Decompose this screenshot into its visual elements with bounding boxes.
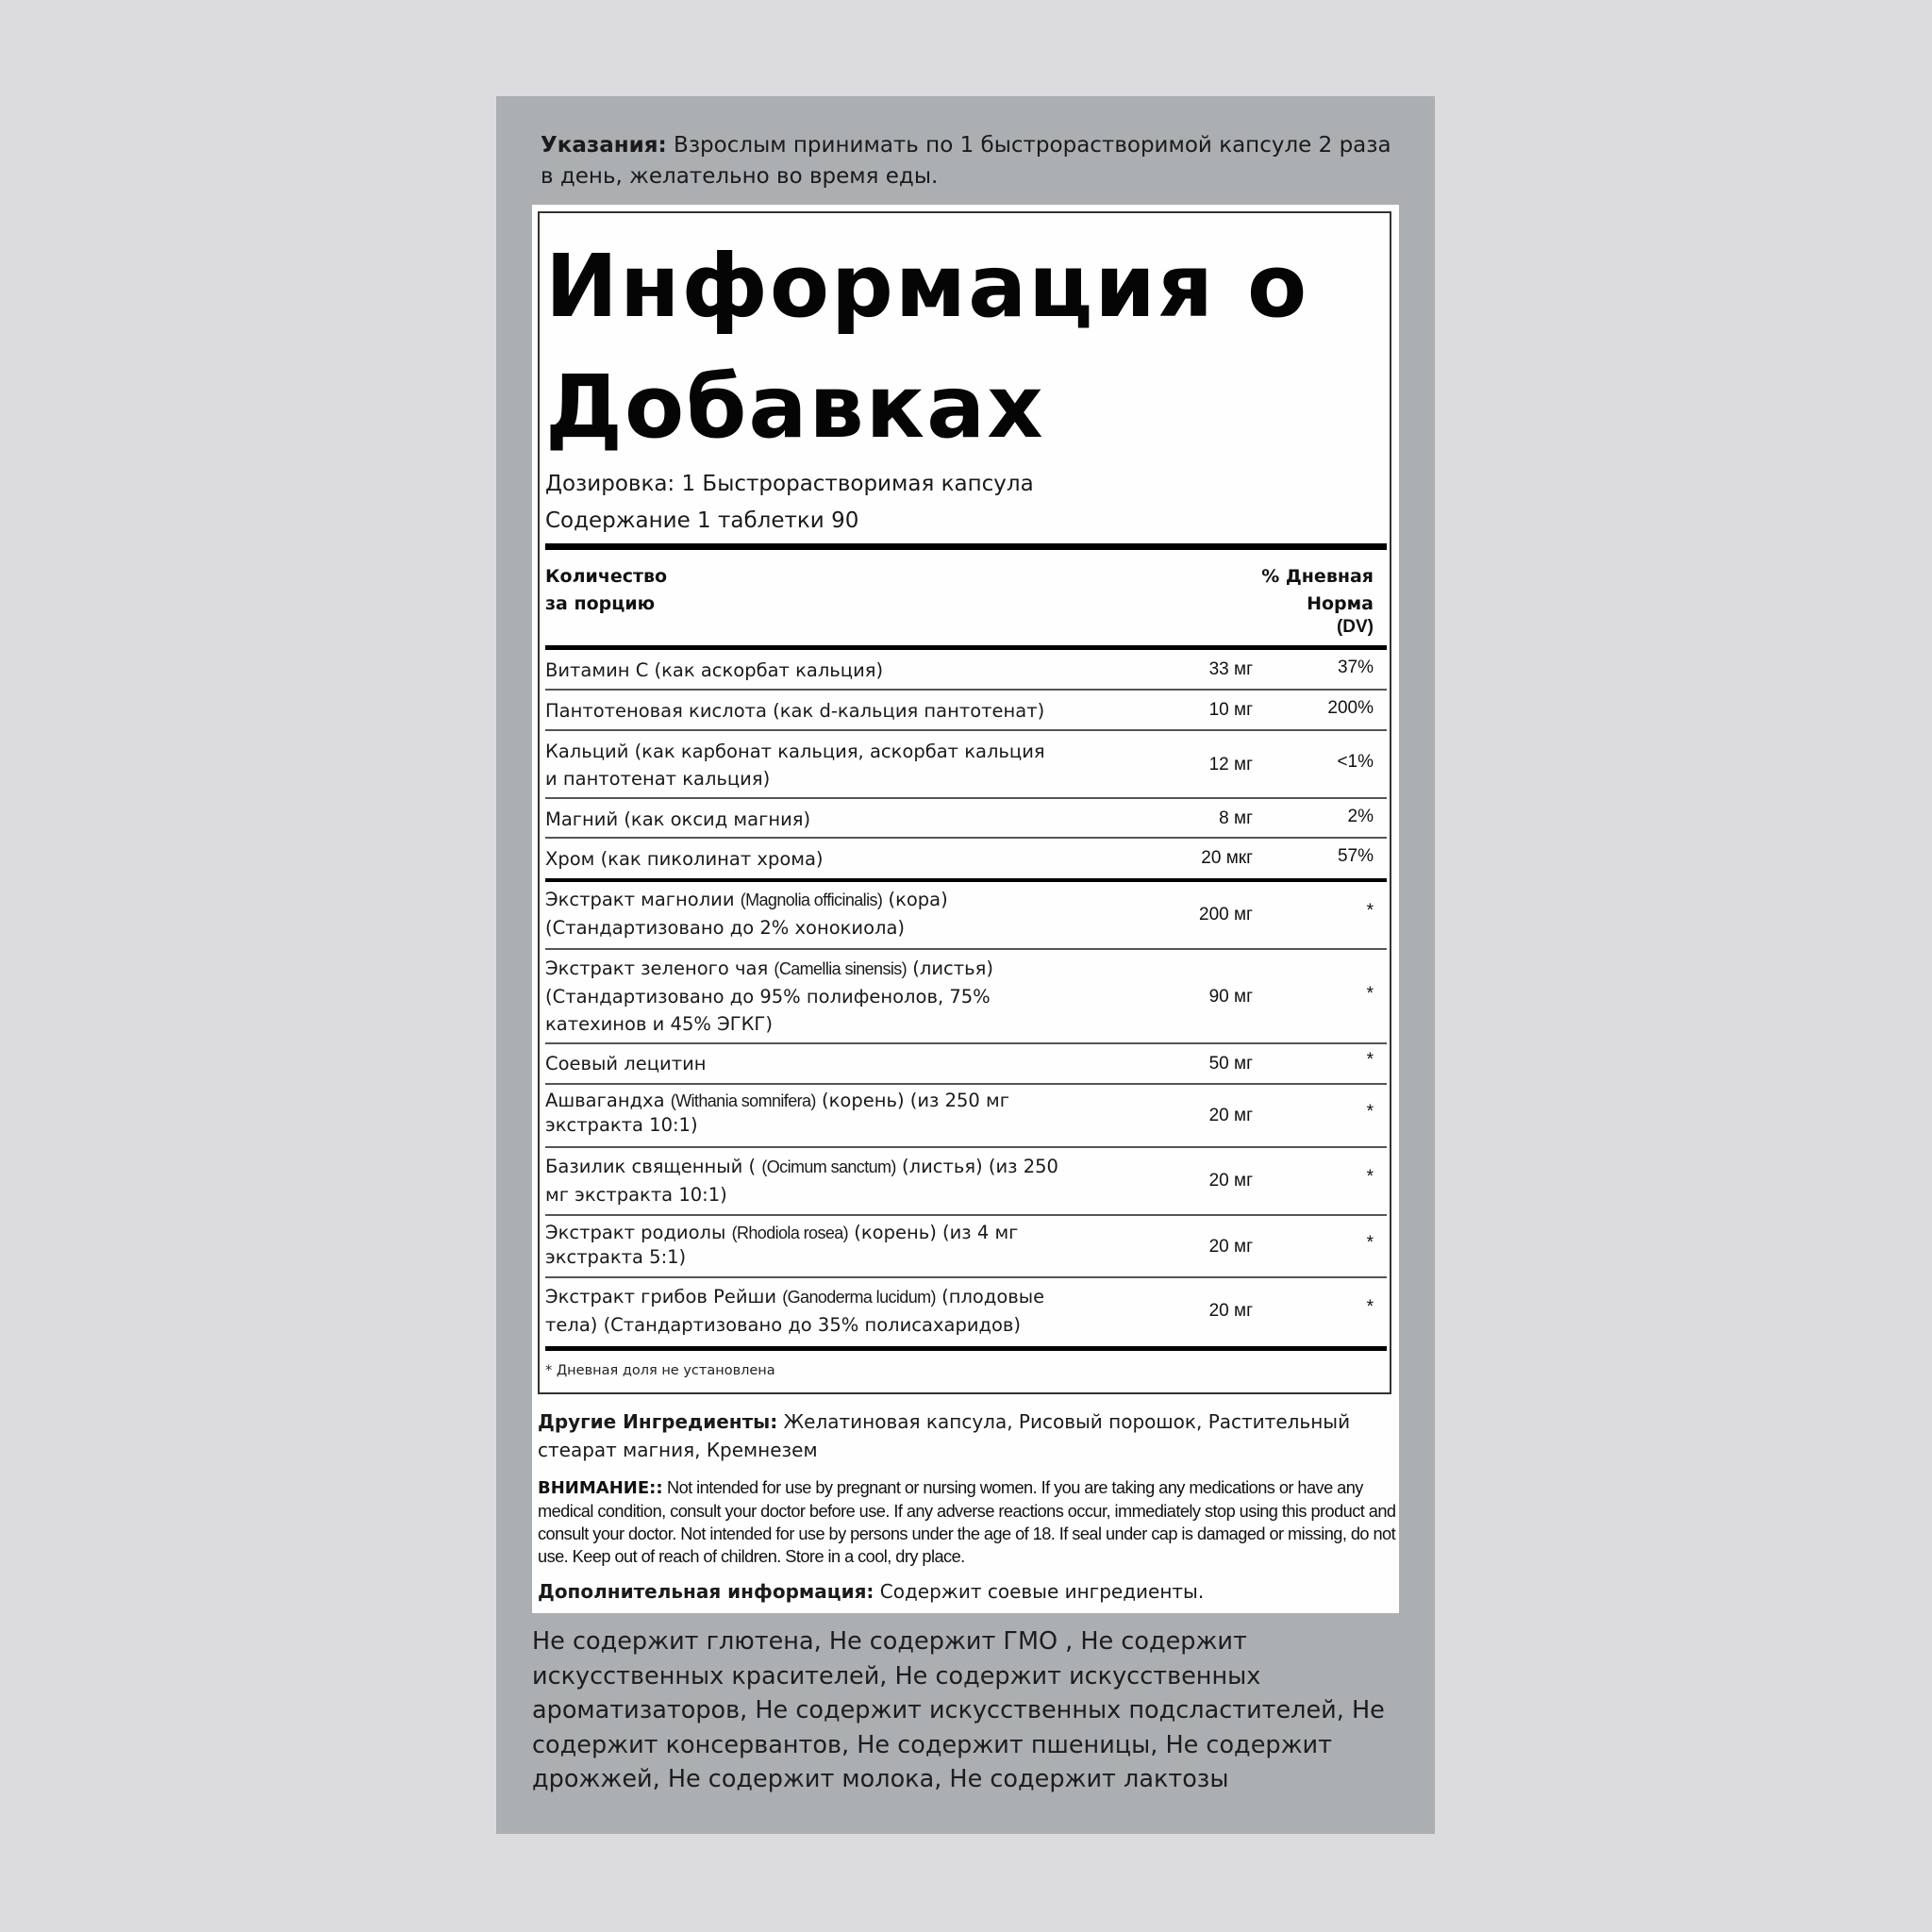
ingredient-dv: * (1366, 1102, 1374, 1122)
name-text: (кора) (Стандартизовано до 2% хонокиола) (545, 889, 948, 939)
serving-size: Дозировка: 1 Быстрорастворимая капсула (545, 472, 1034, 496)
nutrient-dv: <1% (1337, 752, 1374, 772)
name-text: Базилик священный ( (545, 1156, 762, 1177)
latin-name: (Rhodiola rosea) (731, 1224, 849, 1242)
ingredient-name (545, 886, 1111, 941)
ingredient-name (545, 1221, 1102, 1269)
ingredient-dv: * (1366, 1297, 1374, 1317)
thick-rule-bottom (545, 1346, 1387, 1351)
name-text: (плодовые тела) (Стандартизовано до 35% полисахаридов) (545, 1286, 1045, 1336)
ingredient-amount: 20 мг (1208, 1301, 1253, 1321)
additional-info (538, 1580, 1391, 1603)
nutrient-amount: 10 мг (1208, 700, 1253, 720)
name-text: (листья) (Стандартизовано до 95% полифенолов, 75% катехинов и 45% ЭГКГ) (545, 958, 993, 1035)
nutrient-amount: 12 мг (1208, 755, 1253, 774)
ingredient-dv: * (1366, 901, 1374, 921)
ingredient-row (545, 1085, 1387, 1148)
other-ingredients-text: Желатиновая капсула, Рисовый порошок, Растительный стеарат магния, Кремнезем (538, 1410, 1351, 1461)
nutrient-row (545, 691, 1387, 731)
nutrient-name: Магний (как оксид магния) (545, 808, 811, 830)
servings-per-container: Содержание 1 таблетки 90 (545, 508, 859, 533)
nutrient-dv: 37% (1337, 658, 1374, 677)
header-dv-line2: Норма (1307, 593, 1374, 614)
name-text: (корень) (из 4 мг экстракта 5:1) (545, 1222, 1019, 1268)
warning-label: ВНИМАНИЕ:: (538, 1478, 663, 1498)
ingredient-amount: 200 мг (1199, 905, 1253, 924)
nutrient-dv: 200% (1327, 698, 1374, 718)
nutrient-amount: 8 мг (1219, 808, 1253, 828)
nutrient-dv: 2% (1347, 807, 1374, 826)
directions-label: Указания: (541, 133, 667, 158)
ingredient-amount: 20 мг (1208, 1171, 1253, 1191)
name-text: (корень) (из 250 мг экстракта 10:1) (545, 1090, 1009, 1136)
ingredient-row (545, 1216, 1387, 1278)
ingredient-amount: 20 мг (1208, 1237, 1253, 1257)
nutrient-row (545, 651, 1387, 691)
facts-title: Информация о Добавках (545, 236, 1309, 458)
ingredient-dv: * (1366, 1167, 1374, 1187)
thick-rule-header (545, 645, 1387, 650)
nutrient-name: Кальций (как карбонат кальция, аскорбат кальция и пантотенат кальция) (545, 741, 1045, 790)
name-text: Экстракт магнолии (545, 889, 741, 910)
header-amount-line2: за порцию (545, 593, 656, 614)
header-dv-line3: (DV) (1336, 617, 1374, 637)
ingredient-dv: * (1366, 1050, 1374, 1070)
directions-text: Взрослым принимать по 1 быстрорастворимой капсуле 2 раза в день, желательно во время еды. (541, 133, 1391, 189)
dv-footnote: * Дневная доля не установлена (545, 1363, 775, 1378)
latin-name: (Magnolia officinalis) (740, 891, 883, 909)
name-text: Экстракт родиолы (545, 1222, 732, 1243)
other-ingredients-label: Другие Ингредиенты: (538, 1410, 778, 1433)
nutrient-row (545, 799, 1387, 839)
ingredient-name (545, 1153, 1074, 1208)
nutrient-name: Пантотеновая кислота (как d-кальция пантотенат) (545, 700, 1045, 722)
ingredient-name (545, 955, 1092, 1038)
additional-info-text: Содержит соевые ингредиенты. (874, 1580, 1205, 1603)
ingredient-row (545, 882, 1387, 950)
warning (538, 1476, 1396, 1568)
free-from-claims: Не содержит глютена, Не содержит ГМО , Не содержит искусственных красителей, Не содержит искусственных ароматизаторов, Не содержит искусственных подсластителей, Не содержит консервантов, Не содержит пшеницы, Не содержит дрожжей, Не содержит молока, Не содержит лактозы (532, 1627, 1385, 1793)
header-dv-line1: % Дневная (1261, 566, 1374, 587)
header-amount-line1: Количество (545, 566, 668, 587)
name-text: Ашвагандха (545, 1090, 671, 1111)
name-text: (листья) (из 250 мг экстракта 10:1) (545, 1156, 1058, 1206)
name-text: Экстракт грибов Рейши (545, 1286, 783, 1307)
thick-rule-top (545, 543, 1387, 550)
name-text: Экстракт зеленого чая (545, 958, 774, 979)
ingredient-row (545, 1044, 1387, 1085)
nutrient-row (545, 731, 1387, 799)
latin-name: (Camellia sinensis) (774, 959, 908, 978)
additional-info-label: Дополнительная информация: (538, 1580, 874, 1603)
nutrient-name: Витамин C (как аскорбат кальция) (545, 659, 884, 681)
nutrient-amount: 33 мг (1208, 659, 1253, 679)
ingredient-row (545, 1148, 1387, 1216)
ingredient-amount: 90 мг (1208, 987, 1253, 1007)
latin-name: (Withania somnifera) (670, 1091, 816, 1110)
directions (541, 130, 1408, 192)
nutrient-name: Хром (как пиколинат хрома) (545, 848, 824, 870)
warning-text: Not intended for use by pregnant or nursing women. If you are taking any medications or have any medical condition, consult your doctor before use. If any adverse reactions occur, immediately stop using this product and consult your doctor. Not intended for use by persons under the age of 18. If seal under cap is damaged or missing, do not use. Keep out of reach of children. Store in a cool, dry place. (538, 1478, 1396, 1566)
nutrient-amount: 20 мкг (1201, 848, 1253, 868)
ingredient-name (545, 1089, 1102, 1137)
latin-name: (Ocimum sanctum) (761, 1158, 896, 1176)
latin-name: (Ganoderma lucidum) (782, 1288, 936, 1307)
ingredient-amount: 20 мг (1208, 1106, 1253, 1125)
ingredient-name (545, 1283, 1102, 1339)
nutrient-dv: 57% (1337, 846, 1374, 866)
ingredient-dv: * (1366, 1233, 1374, 1253)
other-ingredients (538, 1407, 1391, 1464)
ingredient-name: Соевый лецитин (545, 1053, 707, 1074)
ingredient-row (545, 950, 1387, 1044)
ingredient-dv: * (1366, 984, 1374, 1004)
nutrient-row (545, 839, 1387, 878)
ingredient-row (545, 1278, 1387, 1346)
ingredient-amount: 50 мг (1208, 1054, 1253, 1074)
